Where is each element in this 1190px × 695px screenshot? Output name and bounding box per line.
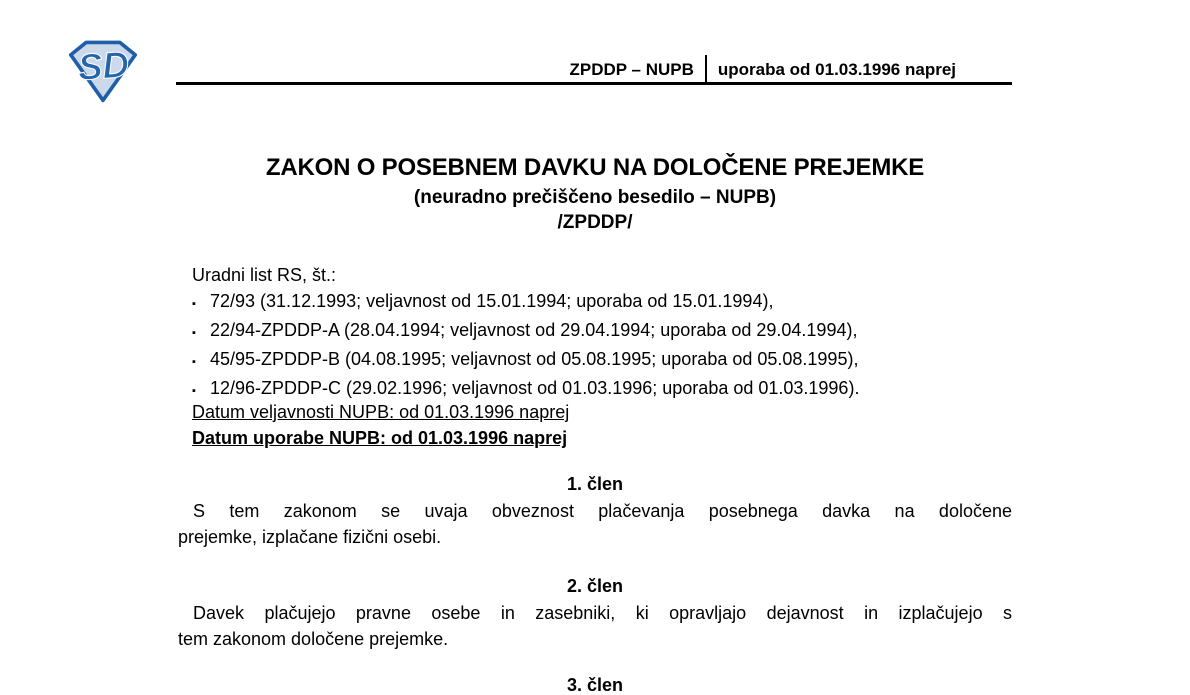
article-body <box>178 600 1012 652</box>
sd-diamond-logo-icon <box>66 38 140 104</box>
application-date-line: Datum uporabe NUPB: od 01.03.1996 naprej <box>192 428 568 448</box>
article-heading: 2. člen <box>566 576 624 596</box>
header-doc-code: ZPDDP – NUPB <box>569 59 694 79</box>
header-usage-note: uporaba od 01.03.1996 naprej <box>717 59 956 79</box>
doc-short-code: /ZPDDP/ <box>557 212 633 233</box>
bullet-square-icon: ▪ <box>192 298 196 310</box>
gazette-item-text: 22/94-ZPDDP-A (28.04.1994; veljavnost od 29.04.1994; uporaba od 29.04.1994), <box>210 320 858 340</box>
page-header <box>176 55 1012 85</box>
gazette-item-text: 45/95-ZPDDP-B (04.08.1995; veljavnost od 05.08.1995; uporaba od 05.08.1995), <box>210 349 859 369</box>
gazette-item-text: 72/93 (31.12.1993; veljavnost od 15.01.1994; uporaba od 15.01.1994), <box>210 291 774 311</box>
title-block <box>178 153 1012 235</box>
gazette-list <box>192 288 1012 404</box>
article-text-line: Davek plačujejo pravne osebe in zasebniki, ki opravljajo dejavnost in izplačujejo s <box>193 603 1012 623</box>
list-item <box>192 346 1012 375</box>
list-item <box>192 288 1012 317</box>
validity-section <box>192 399 1012 451</box>
bullet-square-icon: ▪ <box>192 327 196 339</box>
article-2 <box>178 572 1012 652</box>
page-title: ZAKON O POSEBNEM DAVKU NA DOLOČENE PREJEMKE <box>265 154 925 181</box>
header-divider <box>705 55 707 82</box>
article-1 <box>178 470 1012 550</box>
list-item <box>192 317 1012 346</box>
article-text-line: S tem zakonom se uvaja obveznost plačevanja posebnega davka na določene <box>193 501 1012 521</box>
article-text-line: tem zakonom določene prejemke. <box>178 629 449 649</box>
validity-date-line: Datum veljavnosti NUPB: od 01.03.1996 naprej <box>192 402 570 422</box>
bullet-square-icon: ▪ <box>192 385 196 397</box>
article-text-line: prejemke, izplačane fizični osebi. <box>178 527 442 547</box>
bullet-square-icon: ▪ <box>192 356 196 368</box>
article-heading: 1. člen <box>566 474 624 494</box>
gazette-intro: Uradni list RS, št.: <box>192 265 337 285</box>
article-heading: 3. člen <box>566 675 624 695</box>
article-body <box>178 498 1012 550</box>
gazette-item-text: 12/96-ZPDDP-C (29.02.1996; veljavnost od 01.03.1996; uporaba od 01.03.1996). <box>210 378 860 398</box>
logo-letters: SD <box>76 43 131 89</box>
page-subtitle: (neuradno prečiščeno besedilo – NUPB) <box>413 187 777 208</box>
gazette-section <box>192 262 1012 404</box>
article-3 <box>178 671 1012 695</box>
